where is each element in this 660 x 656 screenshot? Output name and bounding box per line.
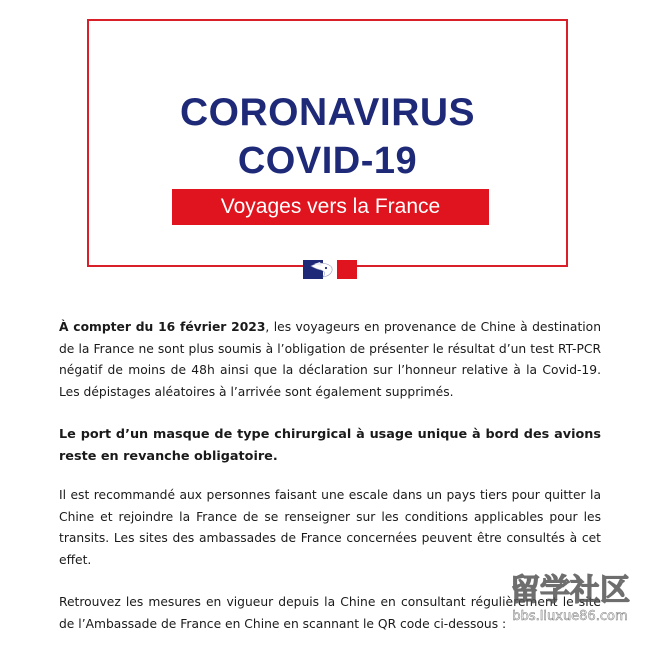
watermark-url: bbs.liuxue86.com	[512, 609, 628, 624]
banner-subtitle: Voyages vers la France	[172, 189, 489, 225]
watermark-text: 留学社区	[510, 573, 630, 608]
paragraph-test-requirements-text: , les voyageurs en provenance de Chine à destination de la France ne sont plus soumis à l’obligation de présenter le résultat d’un test RT-PCR négatif de moins de 48h ainsi que la déclaration sur l’honneur relative à la Covid-19. Les dépistages aléatoires à l’arrivée sont également supprimés.	[59, 320, 601, 399]
date-highlight: À compter du 16 février 2023	[59, 320, 266, 334]
paragraph-embassy-qr: Retrouvez les mesures en vigueur depuis la Chine en consultant régulièrement le site de l’Ambassade de France en Chine en scannant le QR code ci-dessous :	[59, 595, 601, 631]
covid-banner	[87, 19, 568, 267]
banner-title-coronavirus: CORONAVIRUS	[179, 91, 476, 134]
marianne-flag-logo-icon	[303, 260, 357, 279]
paragraph-test-requirements	[59, 317, 601, 403]
banner-title-covid19: COVID-19	[237, 140, 418, 182]
paragraph-mask-requirement: Le port d’un masque de type chirurgical à usage unique à bord des avions reste en revanche obligatoire.	[59, 427, 601, 464]
site-watermark	[484, 562, 656, 628]
paragraph-transit-advice: Il est recommandé aux personnes faisant une escale dans un pays tiers pour quitter la Chine et rejoindre la France de se renseigner sur les conditions applicables pour les transits. Les sites des ambassades de France concernées peuvent être consultés à cet effet.	[59, 488, 601, 567]
